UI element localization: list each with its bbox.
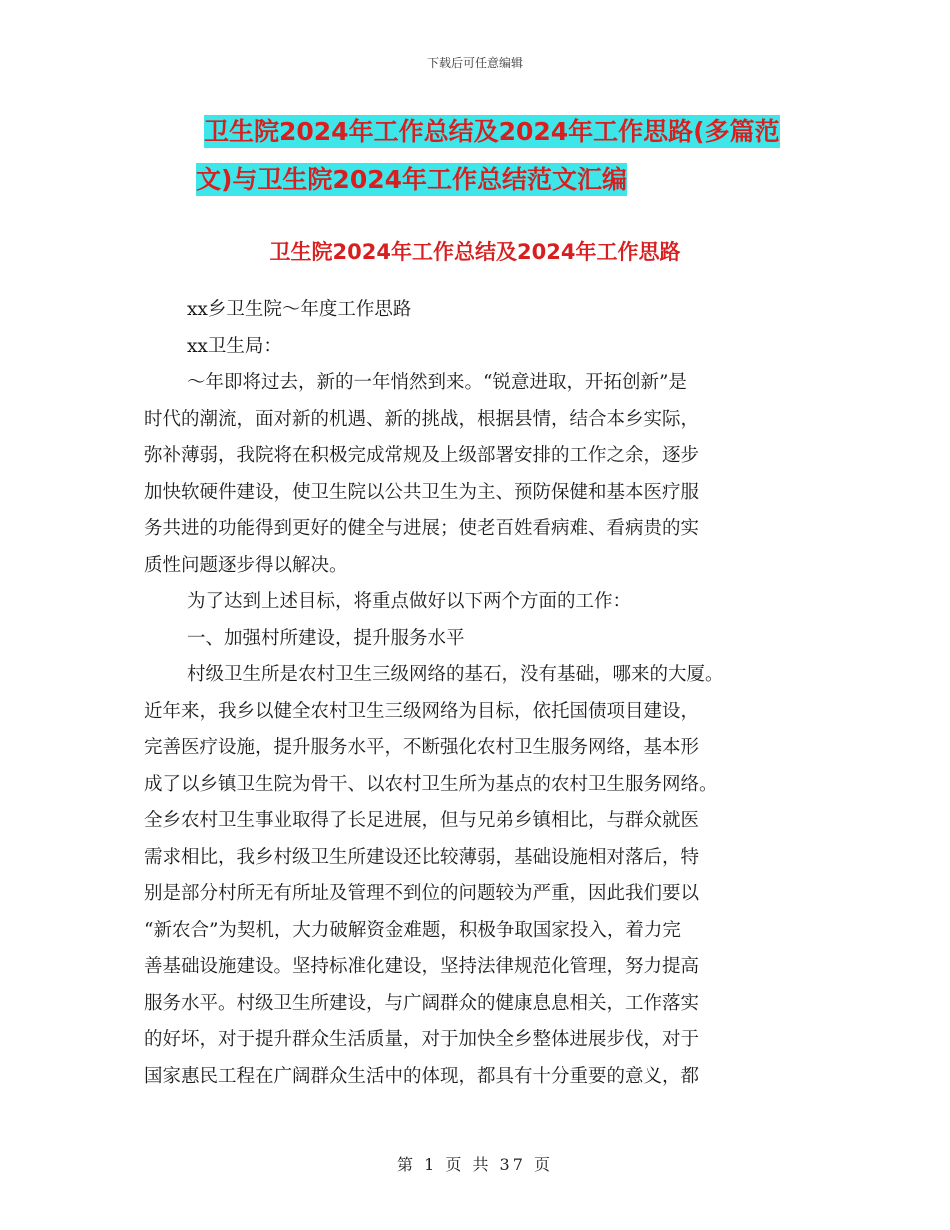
document-main-title bbox=[140, 108, 810, 204]
body-line: 时代的潮流，面对新的机遇、新的挑战，根据县情，结合本乡实际， bbox=[144, 408, 700, 430]
body-line: 完善医疗设施，提升服务水平，不断强化农村卫生服务网络，基本形 bbox=[144, 737, 700, 758]
body-line: 全乡农村卫生事业取得了长足进展，但与兄弟乡镇相比，与群众就医 bbox=[144, 810, 700, 831]
body-line: 的好坏，对于提升群众生活质量，对于加快全乡整体进展步伐，对于 bbox=[144, 1029, 700, 1050]
document-body bbox=[144, 292, 814, 1095]
body-line: 服务水平。村级卫生所建设，与广阔群众的健康息息相关，工作落实 bbox=[144, 992, 700, 1014]
body-line: 加快软硬件建设，使卫生院以公共卫生为主、预防保健和基本医疗服 bbox=[144, 481, 700, 503]
body-line: 需求相比，我乡村级卫生所建设还比较薄弱，基础设施相对落后，特 bbox=[144, 846, 700, 868]
body-line: xx乡卫生院～年度工作思路 bbox=[187, 299, 412, 320]
body-line: 质性问题逐步得以解决。 bbox=[144, 554, 348, 576]
page-header-note: 下载后可任意编辑 bbox=[426, 56, 523, 70]
body-line: 弥补薄弱，我院将在积极完成常规及上级部署安排的工作之余，逐步 bbox=[144, 445, 700, 466]
body-line: xx卫生局： bbox=[187, 335, 282, 357]
body-line: 善基础设施建设。坚持标准化建设，坚持法律规范化管理，努力提高 bbox=[144, 956, 700, 977]
body-line: “新农合”为契机，大力破解资金难题，积极争取国家投入，着力完 bbox=[144, 919, 681, 941]
main-title-line-2: 文)与卫生院2024年工作总结范文汇编 bbox=[196, 165, 628, 194]
page-number-footer: 第 1 页 共 37 页 bbox=[397, 1155, 553, 1174]
section-heading: 一、加强村所建设，提升服务水平 bbox=[187, 627, 465, 649]
body-line: 成了以乡镇卫生院为骨干、以农村卫生所为基点的农村卫生服务网络。 bbox=[144, 773, 718, 795]
body-line: ～年即将过去，新的一年悄然到来。“锐意进取，开拓创新”是 bbox=[187, 372, 687, 393]
body-line: 国家惠民工程在广阔群众生活中的体现，都具有十分重要的意义，都 bbox=[144, 1065, 700, 1087]
main-title-line-1: 卫生院2024年工作总结及2024年工作思路(多篇范 bbox=[204, 117, 780, 146]
body-line: 别是部分村所无有所址及管理不到位的问题较为严重，因此我们要以 bbox=[144, 883, 700, 904]
body-line: 村级卫生所是农村卫生三级网络的基石，没有基础，哪来的大厦。 bbox=[187, 664, 724, 685]
document-sub-title: 卫生院2024年工作总结及2024年工作思路 bbox=[269, 240, 681, 264]
body-line: 务共进的功能得到更好的健全与进展；使老百姓看病难、看病贵的实 bbox=[144, 518, 700, 539]
body-line: 近年来，我乡以健全农村卫生三级网络为目标，依托国债项目建设， bbox=[144, 700, 700, 722]
body-line: 为了达到上述目标，将重点做好以下两个方面的工作： bbox=[187, 591, 632, 612]
